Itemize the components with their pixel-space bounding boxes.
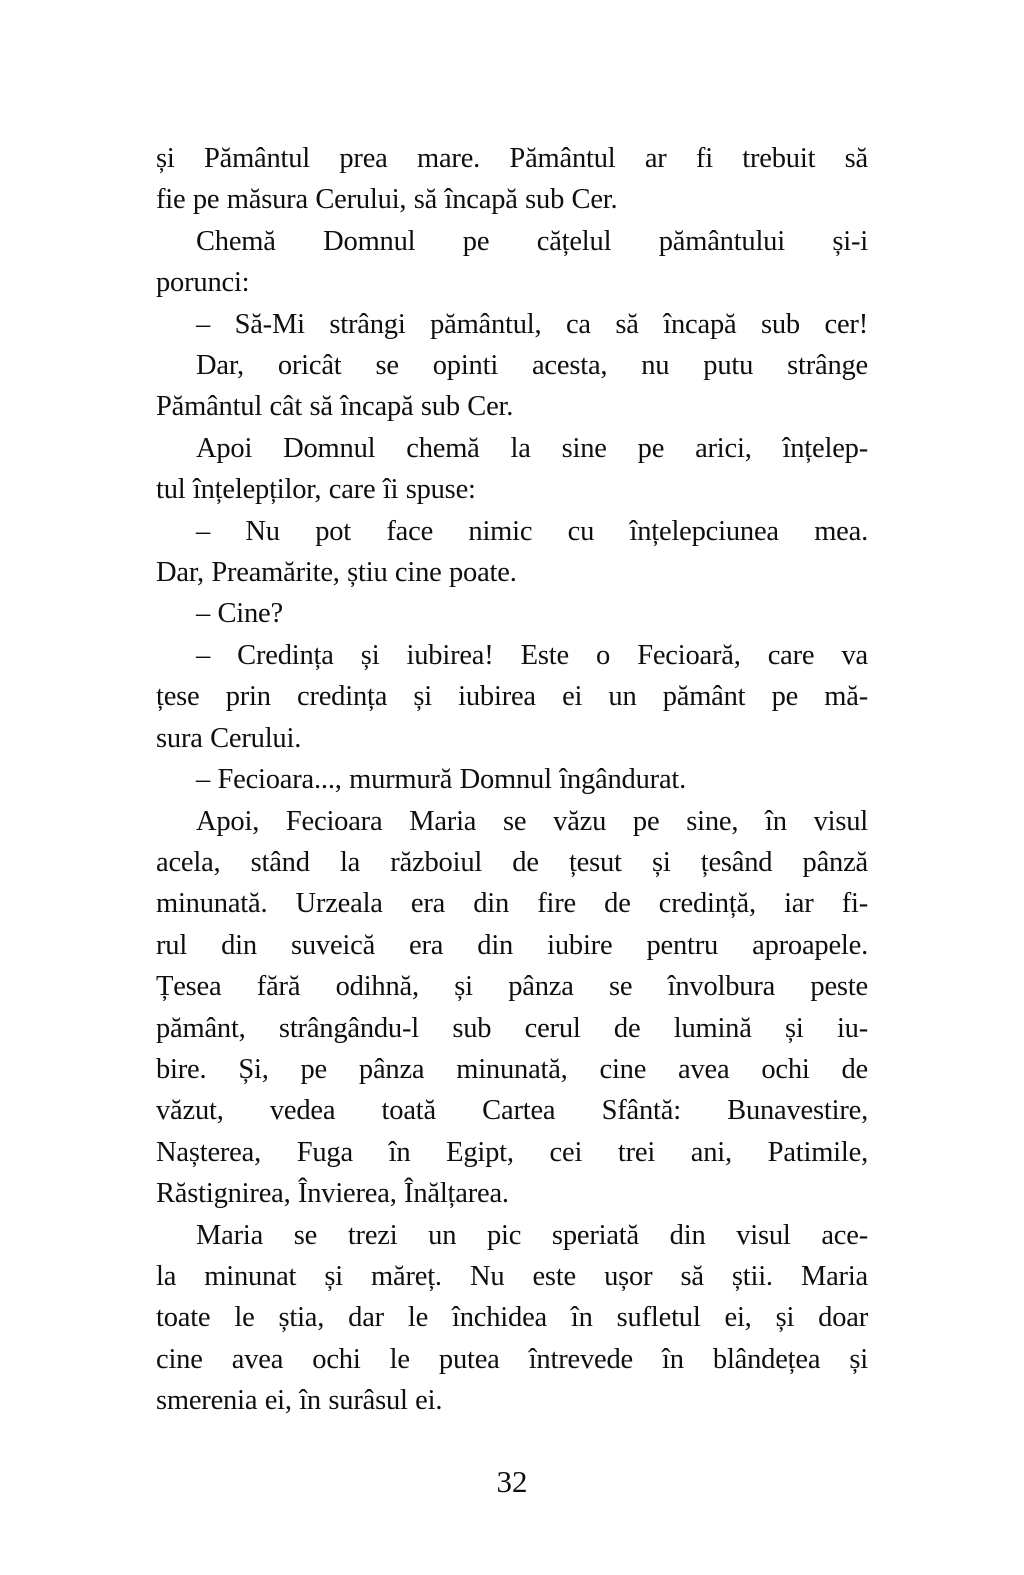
text-line: Dar, oricât se opinti acesta, nu putu strânge [196, 350, 868, 382]
text-line: Pământul cât să încapă sub Cer. [156, 391, 514, 423]
text-line: fie pe măsura Cerului, să încapă sub Cer. [156, 184, 618, 216]
text-line: pământ, strângându-l sub cerul de lumină și iu- [156, 1012, 868, 1044]
text-line: tul înțelepților, care îi spuse: [156, 474, 476, 506]
text-line: la minunat și măreț. Nu este ușor să știi. Maria [156, 1260, 868, 1292]
text-line: Apoi, Fecioara Maria se văzu pe sine, în visul [196, 805, 868, 837]
text-line: sura Cerului. [156, 722, 302, 754]
text-line: Nașterea, Fuga în Egipt, cei trei ani, Patimile, [156, 1136, 868, 1168]
text-line: Dar, Preamărite, știu cine poate. [156, 557, 517, 589]
body-text-block [156, 138, 868, 1422]
text-line: bire. Și, pe pânza minunată, cine avea ochi de [156, 1053, 868, 1085]
page-number: 32 [496, 1464, 528, 1499]
text-line: – Credința și iubirea! Este o Fecioară, care va [196, 639, 868, 671]
text-line: țese prin credința și iubirea ei un pământ pe mă- [156, 681, 868, 713]
text-line: – Să-Mi strângi pământul, ca să încapă sub cer! [196, 308, 868, 340]
text-line: – Cine? [196, 598, 283, 630]
text-line: minunată. Urzeala era din fire de credință, iar fi- [156, 888, 868, 920]
text-line: porunci: [156, 267, 250, 299]
text-line: Țesea fără odihnă, și pânza se învolbura peste [156, 971, 868, 1003]
text-line: acela, stând la războiul de țesut și țesând pânză [156, 846, 868, 878]
text-line: Răstignirea, Învierea, Înălțarea. [156, 1178, 509, 1210]
text-line: rul din suveică era din iubire pentru aproapele. [156, 929, 868, 961]
text-line: smerenia ei, în surâsul ei. [156, 1385, 443, 1417]
text-line: Chemă Domnul pe cățelul pământului și-i [196, 225, 868, 257]
text-line: Apoi Domnul chemă la sine pe arici, înțelep- [196, 432, 868, 464]
text-line: Maria se trezi un pic speriată din visul ace- [196, 1219, 868, 1251]
text-line: și Pământul prea mare. Pământul ar fi trebuit să [156, 143, 868, 174]
text-line: – Nu pot face nimic cu înțelepciunea mea. [196, 515, 868, 547]
text-line: văzut, vedea toată Cartea Sfântă: Bunavestire, [156, 1095, 868, 1127]
text-line: toate le știa, dar le închidea în sufletul ei, și doar [156, 1302, 868, 1334]
text-line: cine avea ochi le putea întrevede în blândețea și [156, 1343, 868, 1375]
text-line: – Fecioara..., murmură Domnul îngândurat. [196, 764, 687, 796]
